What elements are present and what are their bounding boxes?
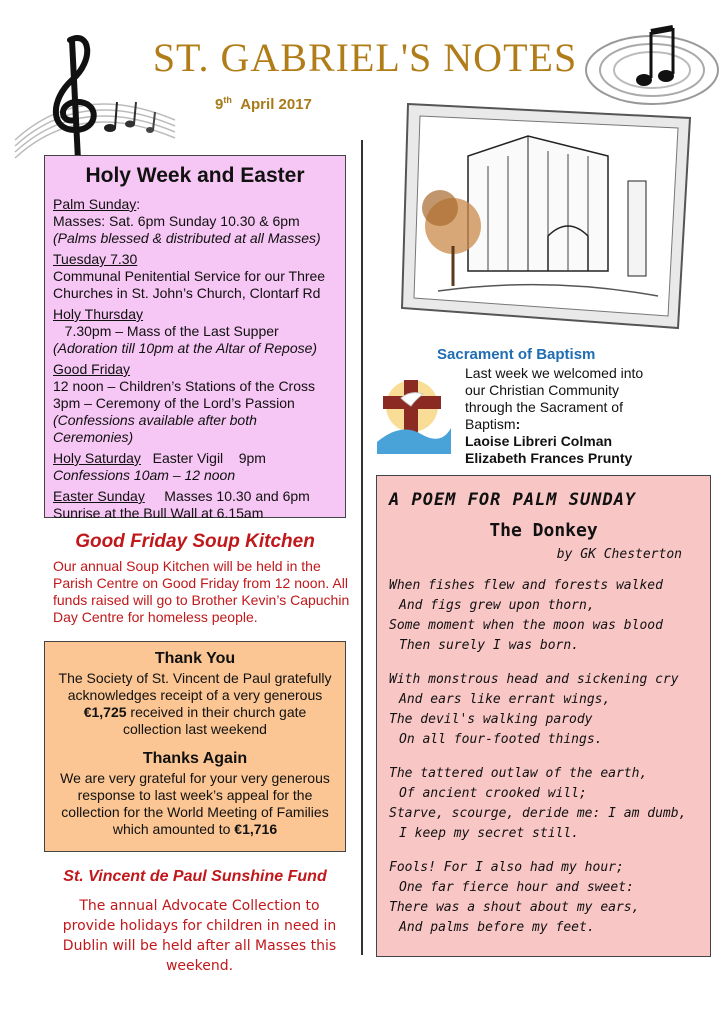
poem-line: With monstrous head and sickening cry xyxy=(389,672,679,687)
sunshine-fund-text: The annual Advocate Collection to provide holidays for children in need in Dublin will be held after all Masses this weekend. xyxy=(62,898,337,974)
poem-line: The devil's walking parody xyxy=(389,712,593,727)
issue-date: 9th April 2017 xyxy=(215,95,312,113)
sunshine-fund-heading: St. Vincent de Paul Sunshine Fund xyxy=(63,868,327,885)
holy-thursday-entry: Holy Thursday 7.30pm – Mass of the Last Supper (Adoration till 10pm at the Altar of Repose) xyxy=(53,306,318,356)
palm-sunday-entry: Palm Sunday: Masses: Sat. 6pm Sunday 10.30 & 6pm (Palms blessed & distributed at all Masses) xyxy=(53,196,321,246)
good-friday-entry: Good Friday 12 noon – Children’s Stations of the Cross 3pm – Ceremony of the Lord’s Passion (Confessions available after both Ceremonies) xyxy=(53,361,316,445)
poem-stanza xyxy=(389,764,698,844)
poem-stanza xyxy=(389,670,698,750)
poem-line: Then surely I was born. xyxy=(399,638,580,653)
poem-box xyxy=(376,475,711,957)
column-divider xyxy=(361,140,363,955)
baptism-name: Elizabeth Frances Prunty xyxy=(465,450,633,466)
poem-author: by GK Chesterton xyxy=(556,547,682,562)
holy-week-box xyxy=(44,155,346,521)
poem-title: The Donkey xyxy=(489,520,598,541)
poem-line: I keep my secret still. xyxy=(399,826,580,841)
poem-line: On all four-footed things. xyxy=(399,732,603,747)
newsletter-title: ST. GABRIEL'S NOTES xyxy=(152,35,578,80)
poem-line: Of ancient crooked will; xyxy=(399,786,587,801)
poem-line: Starve, scourge, deride me: I am dumb, xyxy=(389,806,687,821)
poem-line: The tattered outlaw of the earth, xyxy=(389,766,648,781)
soup-kitchen-text: Our annual Soup Kitchen will be held in the Parish Centre on Good Friday from 12 noon. All funds raised will go to Brother Kevin’s Capuchin Day Centre for homeless people. xyxy=(53,558,350,625)
poem-line: One far fierce hour and sweet: xyxy=(399,880,634,895)
poem-line: And figs grew upon thorn, xyxy=(399,598,595,613)
baptism-cross-dove-image xyxy=(371,372,453,454)
poem-stanza xyxy=(389,576,698,656)
baptism-heading: Sacrament of Baptism xyxy=(437,346,596,363)
thank-you-text: The Society of St. Vincent de Paul gratefully acknowledges receipt of a very generous €1,725 received in their church gate collection last weekend xyxy=(58,670,332,737)
poem-section-heading: A POEM FOR PALM SUNDAY xyxy=(389,490,637,510)
baptism-name: Laoise Libreri Colman xyxy=(465,433,613,449)
thanks-again-text: We are very grateful for your very generous response to last week’s appeal for the collection for the World Meeting of Families which amounted to €1,716 xyxy=(60,770,330,837)
holy-saturday-entry: Holy Saturday Easter Vigil 9pm Confessions 10am – 12 noon xyxy=(53,450,266,483)
poem-line: There was a shout about my ears, xyxy=(389,900,640,915)
thanks-box xyxy=(44,641,346,852)
poem-line: Some moment when the moon was blood xyxy=(389,618,663,633)
thanks-again-heading: Thanks Again xyxy=(142,750,248,767)
easter-sunday-entry: Easter Sunday Masses 10.30 and 6pm Sunrise at the Bull Wall at 6.15am xyxy=(53,488,310,521)
tuesday-entry: Tuesday 7.30 Communal Penitential Service for our Three Churches in St. John’s Church, Clontarf Rd xyxy=(53,251,326,301)
baptism-text: Last week we welcomed into our Christian Community through the Sacrament of Baptism: Laoise Libreri Colman Elizabeth Frances Prunty xyxy=(465,365,644,466)
holy-week-heading: Holy Week and Easter xyxy=(85,164,305,187)
thank-you-heading: Thank You xyxy=(154,650,236,667)
poem-line: And ears like errant wings, xyxy=(399,692,611,707)
poem-line: And palms before my feet. xyxy=(399,920,595,935)
poem-line: When fishes flew and forests walked xyxy=(389,578,663,593)
poem-stanza xyxy=(389,858,698,938)
soup-kitchen-heading: Good Friday Soup Kitchen xyxy=(75,531,315,552)
church-drawing-image xyxy=(398,96,696,336)
poem-line: Fools! For I also had my hour; xyxy=(389,860,624,875)
